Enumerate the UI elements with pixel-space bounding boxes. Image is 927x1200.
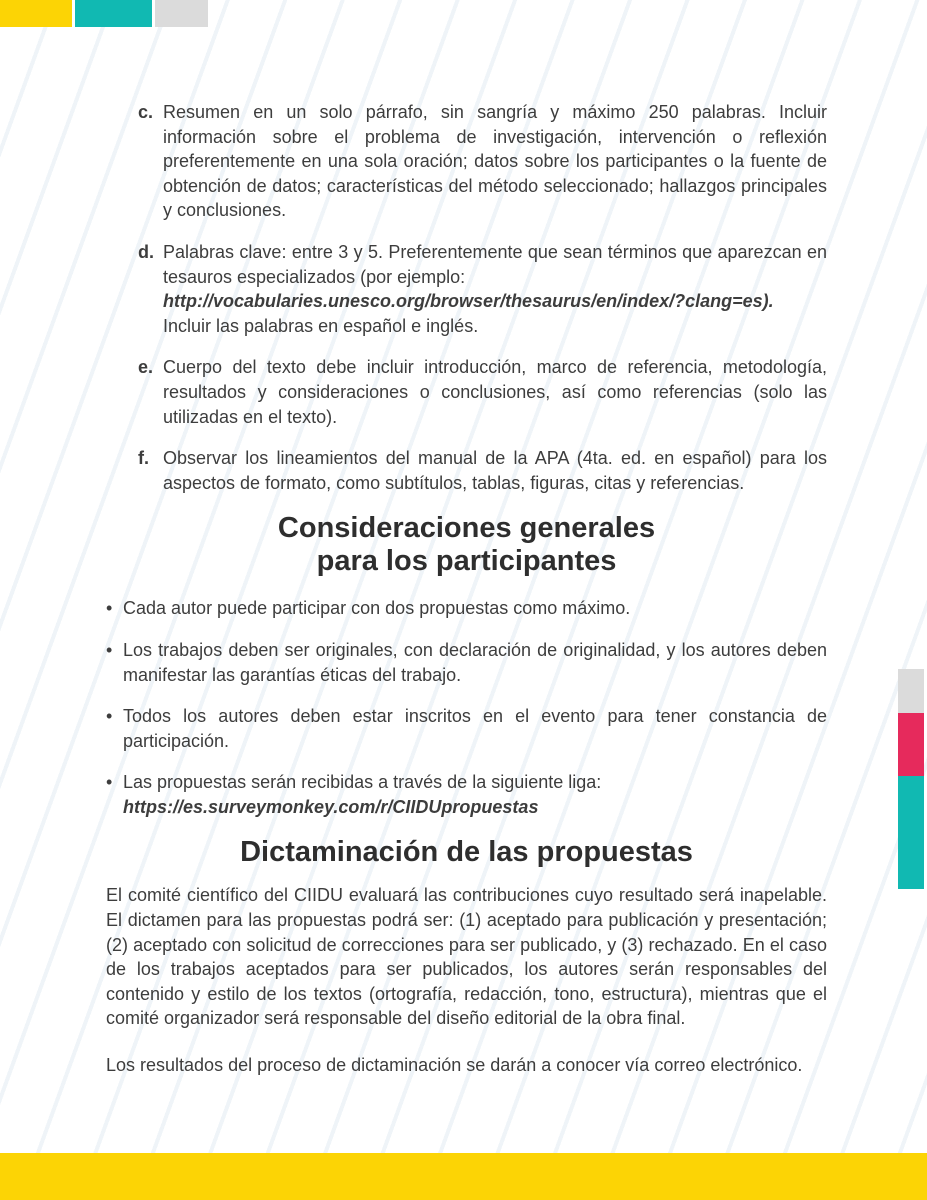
title-line: Consideraciones generales <box>277 512 656 545</box>
item-letter: e. <box>138 357 154 378</box>
item-letter: d. <box>138 241 154 262</box>
side-block-pink <box>898 713 924 776</box>
bullet-item <box>106 704 827 753</box>
header-block-teal <box>75 0 152 27</box>
item-text: Incluir las palabras en español e inglés. <box>163 315 479 336</box>
review-paragraph: El comité científico del CIIDU evaluará las contribuciones cuyo resultado será inapelable. El dictamen para las propuestas podrá ser: (1) aceptado para publicación y presentación; (2) aceptado con solicitud de correcciones para ser publicado, y (3) rechazado. En el caso de los trabajos aceptados para ser publicados, los autores serán responsables del contenido y estilo de los textos (ortografía, redacción, tono, estructura), mientras que el comité organizador será responsable del diseño editorial de la obra final. <box>106 885 827 1029</box>
title-line: para los participantes <box>316 545 617 578</box>
bullet-item <box>106 596 827 621</box>
bullet-text: Todos los autores deben estar inscritos en el evento para tener constancia de participación. <box>123 706 827 751</box>
item-text: Palabras clave: entre 3 y 5. Preferentemente que sean términos que aparezcan en tesauros especializados (por ejemplo: <box>163 241 827 287</box>
item-text: Cuerpo del texto debe incluir introducción, marco de referencia, metodología, resultados y consideraciones o conclusiones, así como referencias (solo las utilizadas en el texto). <box>163 357 827 427</box>
bullet-text: Los trabajos deben ser originales, con declaración de originalidad, y los autores deben manifestar las garantías éticas del trabajo. <box>123 639 827 685</box>
item-letter: c. <box>138 102 154 122</box>
header-color-blocks <box>0 0 208 27</box>
unesco-thesaurus-link[interactable]: http://vocabularies.unesco.org/browser/thesaurus/en/index/?clang=es). <box>163 291 774 312</box>
bullet-icon: • <box>106 772 113 793</box>
bullet-text: Las propuestas serán recibidas a través de la siguiente liga: <box>123 772 602 793</box>
item-text: Resumen en un solo párrafo, sin sangría y máximo 250 palabras. Incluir información sobre el problema de investigación, intervención o reflexión preferentemente en una sola oración; datos sobre los participantes o la fuente de obtención de datos; características del método seleccionado; hallazgos principales y conclusiones. <box>163 102 827 221</box>
list-item-f <box>138 446 827 495</box>
list-item-c <box>138 100 827 223</box>
surveymonkey-link[interactable]: https://es.surveymonkey.com/r/CIIDUpropuestas <box>123 796 539 817</box>
list-item-d <box>138 240 827 338</box>
header-block-yellow <box>0 0 72 27</box>
header-block-gray <box>155 0 208 27</box>
item-letter: f. <box>138 448 149 469</box>
review-paragraph: Los resultados del proceso de dictaminación se darán a conocer vía correo electrónico. <box>106 1055 803 1076</box>
document-content <box>106 100 827 1100</box>
item-text: Observar los lineamientos del manual de la APA (4ta. ed. en español) para los aspectos de formato, como subtítulos, tablas, figuras, citas y referencias. <box>163 448 827 493</box>
participants-section-title <box>106 512 827 578</box>
participants-bullet-list <box>106 596 827 819</box>
bullet-icon: • <box>106 639 113 660</box>
footer-bar <box>0 1153 927 1200</box>
bullet-item <box>106 638 827 687</box>
bullet-text: Cada autor puede participar con dos propuestas como máximo. <box>123 598 631 619</box>
guidelines-lettered-list <box>138 100 827 495</box>
side-block-gray <box>898 669 924 713</box>
bullet-icon: • <box>106 706 113 727</box>
bullet-item <box>106 770 827 819</box>
bullet-icon: • <box>106 598 113 619</box>
review-section-title: Dictaminación de las propuestas <box>240 836 693 869</box>
list-item-e <box>138 355 827 429</box>
side-color-blocks <box>898 669 924 889</box>
side-block-teal <box>898 776 924 889</box>
